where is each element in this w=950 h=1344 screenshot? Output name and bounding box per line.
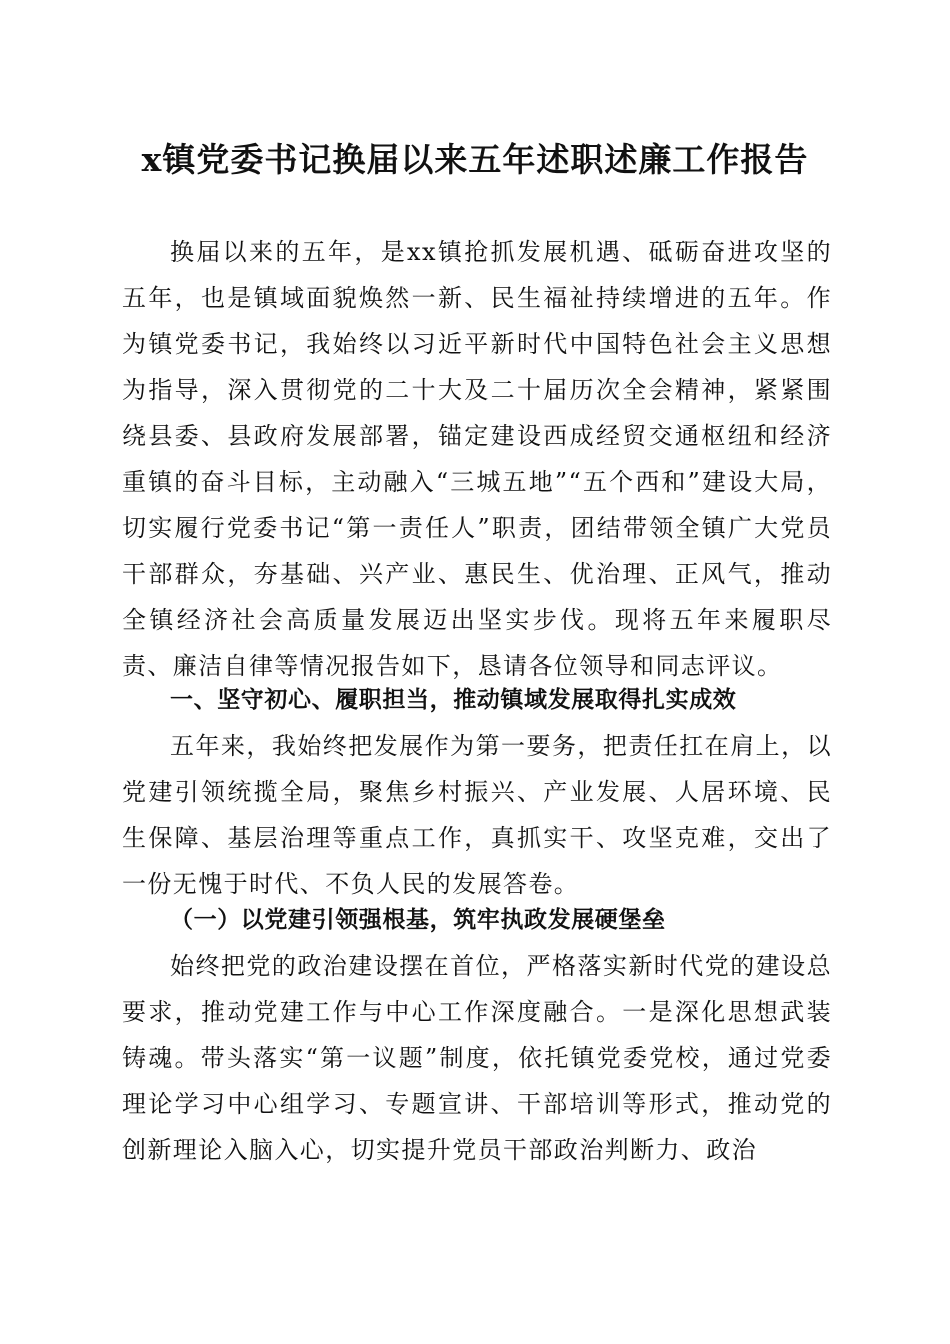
intro-paragraph: 换届以来的五年，是xx镇抢抓发展机遇、砥砺奋进攻坚的五年，也是镇域面貌焕然一新、民生福祉持续增进的五年。作为镇党委书记，我始终以习近平新时代中国特色社会主义思想为指导，深入贯彻党的二十大及二十届历次全会精神，紧紧围绕县委、县政府发展部署，锚定建设西成经贸交通枢纽和经济重镇的奋斗目标，主动融入“三城五地”“五个西和”建设大局，切实履行党委书记“第一责任人”职责，团结带领全镇广大党员干部群众，夯基础、兴产业、惠民生、优治理、正风气，推动全镇经济社会高质量发展迈出坚实步伐。现将五年来履职尽责、廉洁自律等情况报告如下，恳请各位领导和同志评议。 (122, 238, 832, 680)
document-title: x镇党委书记换届以来五年述职述廉工作报告 (141, 140, 809, 179)
subsection-1-paragraph: 始终把党的政治建设摆在首位，严格落实新时代党的建设总要求，推动党建工作与中心工作深度融合。一是深化思想武装铸魂。带头落实“第一议题”制度，依托镇党委党校，通过党委理论学习中心组学习、专题宣讲、干部培训等形式，推动党的创新理论入脑入心，切实提升党员干部政治判断力、政治 (122, 952, 832, 1164)
subsection-heading-1: （一）以党建引领强根基，筑牢执政发展硬堡垒 (170, 906, 666, 933)
section-heading-1: 一、坚守初心、履职担当，推动镇域发展取得扎实成效 (170, 687, 737, 713)
section-1-paragraph: 五年来，我始终把发展作为第一要务，把责任扛在肩上，以党建引领统揽全局，聚焦乡村振兴、产业发展、人居环境、民生保障、基层治理等重点工作，真抓实干、攻坚克难，交出了一份无愧于时代、不负人民的发展答卷。 (122, 732, 832, 898)
